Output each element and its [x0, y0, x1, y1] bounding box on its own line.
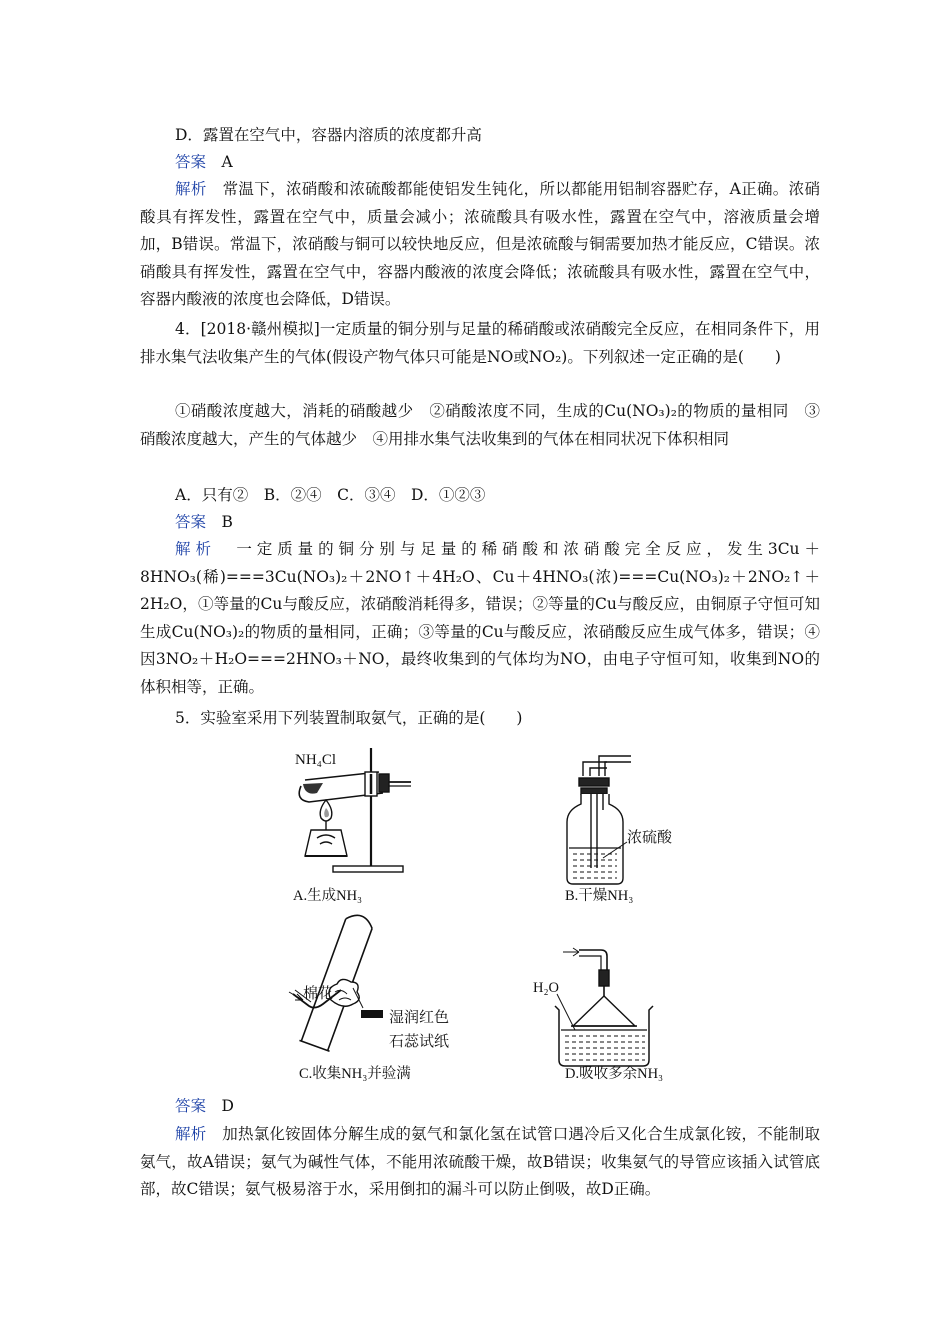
q3-analysis: [140, 176, 820, 314]
a-caption: A.生成NH₃: [293, 888, 363, 904]
answer-value: B: [221, 513, 233, 531]
q3-answer: [175, 152, 233, 172]
answer-label: 答案: [175, 513, 207, 531]
q5-analysis: [140, 1121, 820, 1204]
q3-option-d: D．露置在空气中，容器内溶质的浓度都升高: [175, 126, 482, 144]
answer-value: D: [221, 1097, 234, 1115]
analysis-label: 解析: [175, 180, 207, 198]
c-label-paper-2: 石蕊试纸: [389, 1034, 450, 1050]
analysis-text: 一定质量的铜分别与足量的稀硝酸和浓硝酸完全反应，发生3Cu＋8HNO₃(稀)===3Cu(NO₃)₂＋2NO↑＋4H₂O、Cu＋4HNO₃(浓)===Cu(NO₃)₂＋2NO₂↑＋2H₂O，①等量的Cu与酸反应，浓硝酸消耗得多，错误；②等量的Cu与酸反应，由铜原子守恒可知生成Cu(NO₃)₂的物质的量相同，正确；③等量的Cu与酸反应，浓硝酸反应生成气体多，错误；④因3NO₂＋H₂O===2HNO₃＋NO，最终收集到的气体均为NO，由电子守恒可知，收集到NO的体积相等，正确。: [140, 540, 820, 696]
q4-statements: ①硝酸浓度越大，消耗的硝酸越少 ②硝酸浓度不同，生成的Cu(NO₃)₂的物质的量相同 ③硝酸浓度越大，产生的气体越少 ④用排水集气法收集到的气体在相同状况下体积相同: [140, 402, 820, 448]
c-label-paper-1: 湿润红色: [389, 1010, 450, 1026]
apparatus-d: [533, 948, 663, 1082]
b-caption: B.干燥NH₃: [565, 888, 634, 904]
q5-stem: 5．实验室采用下列装置制取氨气，正确的是( ): [175, 709, 523, 727]
analysis-label: 解析: [175, 1125, 207, 1143]
b-label: 浓硫酸: [627, 830, 673, 846]
q4-answer: [175, 512, 233, 532]
a-label-nh4cl: NH₄Cl: [295, 752, 337, 768]
analysis-label: 解析: [175, 540, 216, 558]
q4-analysis: [140, 536, 820, 701]
d-label: H₂O: [533, 980, 559, 996]
answer-label: 答案: [175, 153, 207, 171]
answer-label: 答案: [175, 1097, 207, 1115]
apparatus-a: [293, 748, 411, 904]
c-caption: C.收集NH₃并验满: [299, 1066, 411, 1082]
c-label-cotton: 棉花: [303, 986, 334, 1002]
apparatus-c: [289, 911, 449, 1082]
q4-options: A．只有② B．②④ C．③④ D．①②③: [175, 486, 486, 504]
analysis-text: 加热氯化铵固体分解生成的氨气和氯化氢在试管口遇冷后又化合生成氯化铵，不能制取氨气，故A错误；氨气为碱性气体，不能用浓硫酸干燥，故B错误；收集氨气的导管应该插入试管底部，故C错误；氨气极易溶于水，采用倒扣的漏斗可以防止倒吸，故D正确。: [140, 1125, 820, 1198]
apparatus-figure: [283, 738, 703, 1088]
q5-answer: [175, 1096, 234, 1116]
q4-stem: 4．[2018·赣州模拟]一定质量的铜分别与足量的稀硝酸或浓硝酸完全反应，在相同条件下，用排水集气法收集产生的气体(假设产物气体只可能是NO或NO₂)。下列叙述一定正确的是( ): [140, 320, 820, 366]
answer-value: A: [221, 153, 233, 171]
analysis-text: 常温下，浓硝酸和浓硫酸都能使铝发生钝化，所以都能用铝制容器贮存，A正确。浓硝酸具有挥发性，露置在空气中，质量会减小；浓硫酸具有吸水性，露置在空气中，溶液质量会增加，B错误。常温下，浓硝酸与铜可以较快地反应，但是浓硫酸与铜需要加热才能反应，C错误。浓硝酸具有挥发性，露置在空气中，容器内酸液的浓度会降低；浓硫酸具有吸水性，露置在空气中，容器内酸液的浓度也会降低，D错误。: [140, 180, 820, 308]
apparatus-b: [565, 756, 673, 904]
d-caption: D.吸收多余NH₃: [565, 1066, 664, 1082]
